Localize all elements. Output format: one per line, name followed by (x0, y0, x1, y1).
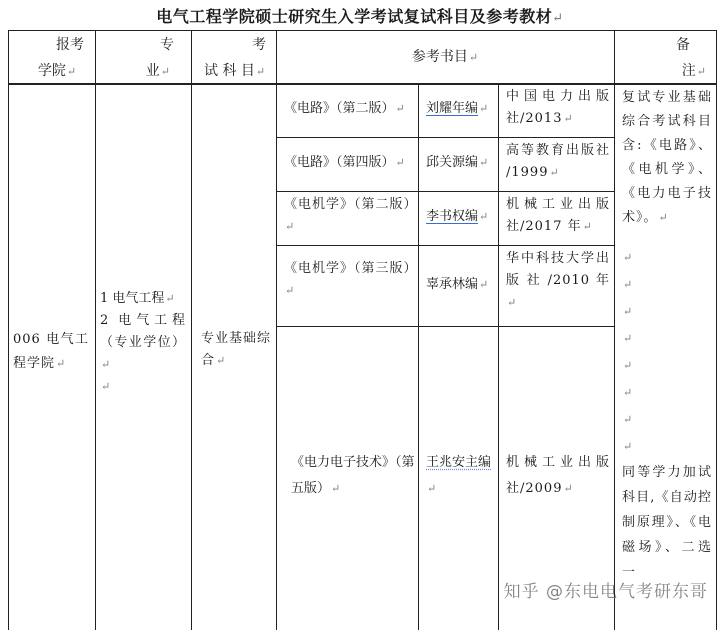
paragraph-mark: ↵ (552, 11, 564, 26)
book-title: 《电路》（第二版）↵ (284, 101, 405, 116)
header-major-line1: 专 (160, 37, 174, 53)
major-1: 1 电气工程 (100, 291, 165, 306)
major-cell: 1 电气工程↵ 2 电气工程（专业学位）↵ ↵ (100, 291, 186, 393)
header-remarks-line2: 注 (681, 63, 696, 79)
book-publisher: 机械工业出版社/2017 年↵ (506, 197, 610, 234)
book-publisher: 中国电力出版社/2013↵ (506, 89, 610, 126)
subject-name: 专业基础综合 (201, 331, 272, 368)
book-author: 邱关源编↵ (426, 155, 489, 170)
title-text: 电气工程学院硕士研究生入学考试复试科目及参考教材 (156, 7, 553, 26)
major-2: 2 电气工程（专业学位） (100, 313, 186, 350)
header-major-line2: 业 (145, 63, 160, 79)
document-title (0, 4, 720, 27)
book-author: 王兆安主编↵ (426, 455, 492, 495)
header-books-label: 参考书目 (411, 49, 468, 65)
book-author: 辜承林编↵ (426, 277, 489, 292)
header-college-line1: 报考 (56, 37, 84, 53)
book-title: 《电力电子技术》（第五版）↵ (291, 455, 415, 496)
remarks-retest: 复试专业基础综合考试科目含:《电路》、《电机学》、《电力电子技术》。↵ (622, 90, 712, 225)
book-title: 《电机学》（第三版）↵ (284, 261, 418, 297)
book-author: 李书权编↵ (426, 209, 489, 224)
header-college: 报考 学院↵ (22, 32, 92, 85)
book-title: 《电机学》（第二版）↵ (284, 197, 418, 233)
book-publisher: 高等教育出版社 /1999↵ (506, 143, 610, 180)
watermark: 知乎 @东电电气考研东哥 (503, 582, 708, 602)
book-title: 《电路》（第四版）↵ (284, 155, 405, 170)
course-table (8, 30, 716, 630)
header-remarks: 备 注↵ (622, 32, 712, 85)
book-author: 刘耀年编↵ (426, 101, 489, 116)
header-subject-line1: 考 (252, 37, 266, 53)
header-major: 专 业↵ (103, 32, 188, 85)
header-subject: 考 试 科 目↵ (198, 32, 274, 85)
book-publisher: 机械工业出版社/2009↵ (506, 455, 610, 496)
college-cell: 006 电气工程学院↵ (13, 332, 89, 371)
remarks-equivalent: 同等学力加试科目,《自动控制原理》、《电磁场》、二选一 (622, 465, 712, 580)
header-remarks-line1: 备 (676, 37, 690, 53)
book-publisher: 华中科技大学出 版 社 /2010 年↵ (506, 251, 610, 309)
college-name: 006 电气工程学院 (13, 332, 89, 371)
header-subject-line2: 试 科 目 (204, 63, 255, 79)
remarks-paragraph-marks: ↵ ↵ ↵ ↵ ↵ ↵ ↵ ↵ (623, 251, 633, 453)
header-books: 参考书目↵ (411, 49, 479, 65)
header-college-line2: 学院 (37, 63, 66, 79)
subject-cell: 专业基础综合↵ (201, 331, 272, 368)
